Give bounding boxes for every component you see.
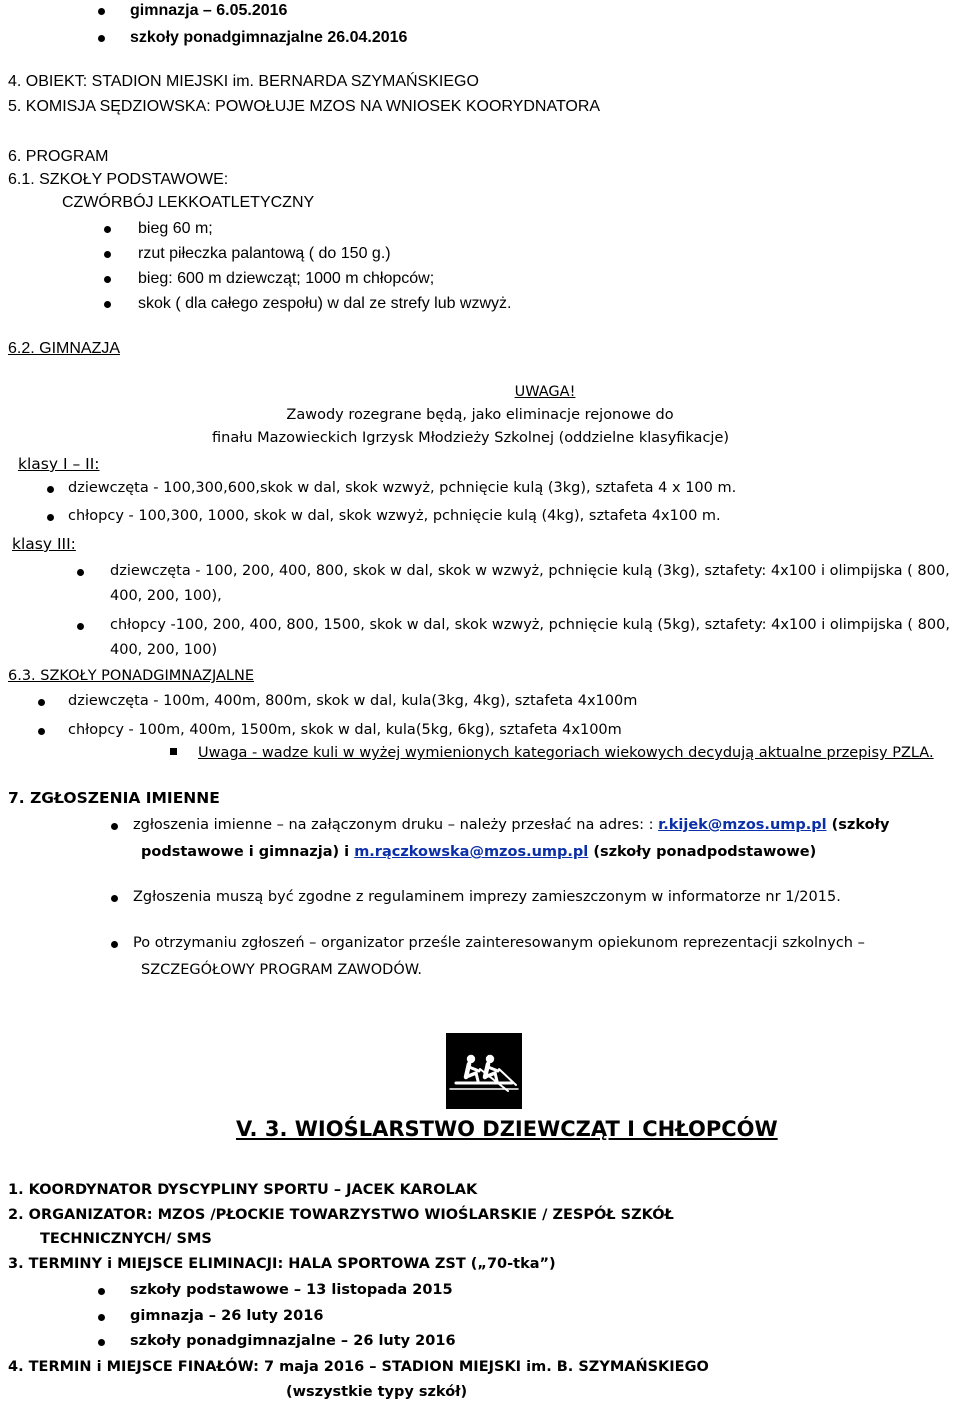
bullet xyxy=(98,35,105,42)
cworboj-heading: CZWÓRBÓJ LEKKOATLETYCZNY xyxy=(62,194,315,211)
bullet xyxy=(77,569,84,576)
v3-date-item: szkoły ponadgimnazjalne – 26 luty 2016 xyxy=(130,1333,456,1349)
bullet xyxy=(104,226,111,233)
zgloszenia-line-1 xyxy=(133,818,889,833)
v3-item-2-line-2: TECHNICZNYCH/ SMS xyxy=(40,1231,212,1247)
bullet xyxy=(47,514,54,521)
event-item: rzut piłeczka palantową ( do 150 g.) xyxy=(138,245,391,262)
rowing-pictogram-icon xyxy=(446,1033,522,1109)
klasy-1-2-label: klasy I – II: xyxy=(18,455,100,473)
klasy-3-girls-line-2: 400, 200, 100), xyxy=(110,588,222,604)
uwaga-line-1: Zawody rozegrane będą, jako eliminacje rejonowe do xyxy=(286,407,674,423)
event-item: skok ( dla całego zespołu) w dal ze strefy lub wzwyż. xyxy=(138,295,512,312)
bullet xyxy=(98,1339,105,1346)
zgloszenia-text: zgłoszenia imienne – na załączonym druku – należy przesłać na adres: : xyxy=(133,817,659,833)
bullet xyxy=(104,251,111,258)
uwaga-line-2: finału Mazowieckich Igrzysk Młodzieży Szkolnej (oddzielne klasyfikacje) xyxy=(212,430,730,446)
zgloszenia-text: podstawowe i gimnazja) i xyxy=(141,844,355,860)
item-6-1-heading: 6.1. SZKOŁY PODSTAWOWE: xyxy=(8,171,229,188)
item-6-2-heading: 6.2. GIMNAZJA xyxy=(8,340,121,357)
zgloszenia-text: (szkoły xyxy=(826,817,890,833)
zgloszenia-text: (szkoły ponadpodstawowe) xyxy=(588,844,817,860)
item-6-program: 6. PROGRAM xyxy=(8,148,109,165)
bullet xyxy=(111,941,118,948)
item-7-heading: 7. ZGŁOSZENIA IMIENNE xyxy=(8,789,220,807)
v3-item-1: 1. KOORDYNATOR DYSCYPLINY SPORTU – JACEK KAROLAK xyxy=(8,1182,478,1198)
email-link-raczkowska[interactable]: m.rączkowska@mzos.ump.pl xyxy=(354,844,589,860)
section-v3-title: V. 3. WIOŚLARSTWO DZIEWCZĄT I CHŁOPCÓW xyxy=(236,1117,778,1141)
organizer-note-line-1: Po otrzymaniu zgłoszeń – organizator prześle zainteresowanym opiekunom reprezentacji szkolnych – xyxy=(133,935,865,951)
klasy-3-label: klasy III: xyxy=(12,535,76,553)
klasy-3-boys-line-1: chłopcy -100, 200, 400, 800, 1500, skok w dal, skok wzwyż, pchnięcie kulą (5kg), sztafety: 4x100 i olimpijska ( 800, xyxy=(110,617,950,633)
bullet xyxy=(98,8,105,15)
uwaga-title: UWAGA! xyxy=(514,384,576,400)
bullet xyxy=(47,486,54,493)
v3-date-item: szkoły podstawowe – 13 listopada 2015 xyxy=(130,1282,453,1298)
item-4-obiekt: 4. OBIEKT: STADION MIEJSKI im. BERNARDA SZYMAŃSKIEGO xyxy=(8,73,479,90)
bullet xyxy=(98,1288,105,1295)
klasy-3-girls-line-1: dziewczęta - 100, 200, 400, 800, skok w dal, skok w wzwyż, pchnięcie kulą (3kg), sztafety: 4x100 i olimpijska ( 800, xyxy=(110,563,950,579)
event-item: bieg: 600 m dziewcząt; 1000 m chłopców; xyxy=(138,270,435,287)
v3-date-item: gimnazja – 26 luty 2016 xyxy=(130,1308,324,1324)
bullet xyxy=(98,1314,105,1321)
date-ponadgimnazjalne: szkoły ponadgimnazjalne 26.04.2016 xyxy=(130,29,408,46)
event-item: bieg 60 m; xyxy=(138,220,213,237)
v3-item-4: 4. TERMIN i MIEJSCE FINAŁÓW: 7 maja 2016 – STADION MIEJSKI im. B. SZYMAŃSKIEGO xyxy=(8,1359,709,1375)
date-gimnazja: gimnazja – 6.05.2016 xyxy=(130,2,288,19)
v3-item-2-line-1: 2. ORGANIZATOR: MZOS /PŁOCKIE TOWARZYSTWO WIOŚLARSKIE / ZESPÓŁ SZKÓŁ xyxy=(8,1207,674,1223)
item-5-komisja: 5. KOMISJA SĘDZIOWSKA: POWOŁUJE MZOS NA WNIOSEK KOORYDNATORA xyxy=(8,98,601,115)
klasy-1-2-boys: chłopcy - 100,300, 1000, skok w dal, skok wzwyż, pchnięcie kulą (4kg), sztafeta 4x100 m. xyxy=(68,508,721,524)
zgloszenia-regulamin: Zgłoszenia muszą być zgodne z regulaminem imprezy zamieszczonym w informatorze nr 1/2015. xyxy=(133,889,841,905)
bullet xyxy=(38,728,45,735)
pzla-note: Uwaga - wadze kuli w wyżej wymienionych kategoriach wiekowych decydują aktualne przepisy PZLA. xyxy=(198,745,934,761)
bullet xyxy=(111,895,118,902)
klasy-1-2-girls: dziewczęta - 100,300,600,skok w dal, skok wzwyż, pchnięcie kulą (3kg), sztafeta 4 x 100 m. xyxy=(68,480,737,496)
square-bullet xyxy=(170,748,177,755)
bullet xyxy=(77,623,84,630)
email-link-kijek[interactable]: r.kijek@mzos.ump.pl xyxy=(658,817,827,833)
v3-item-3: 3. TERMINY i MIEJSCE ELIMINACJI: HALA SPORTOWA ZST („70-tka”) xyxy=(8,1256,556,1272)
ponadgim-girls: dziewczęta - 100m, 400m, 800m, skok w dal, kula(3kg, 4kg), sztafeta 4x100m xyxy=(68,693,638,709)
bullet xyxy=(38,699,45,706)
bullet xyxy=(111,823,118,830)
bullet xyxy=(104,276,111,283)
ponadgim-boys: chłopcy - 100m, 400m, 1500m, skok w dal, kula(5kg, 6kg), sztafeta 4x100m xyxy=(68,722,622,738)
item-6-3-heading: 6.3. SZKOŁY PONADGIMNAZJALNE xyxy=(8,668,254,684)
zgloszenia-line-2 xyxy=(141,845,816,860)
bullet xyxy=(104,301,111,308)
v3-item-4-line-2: (wszystkie typy szkół) xyxy=(286,1384,468,1400)
organizer-note-line-2: SZCZEGÓŁOWY PROGRAM ZAWODÓW. xyxy=(141,962,423,978)
klasy-3-boys-line-2: 400, 200, 100) xyxy=(110,642,218,658)
